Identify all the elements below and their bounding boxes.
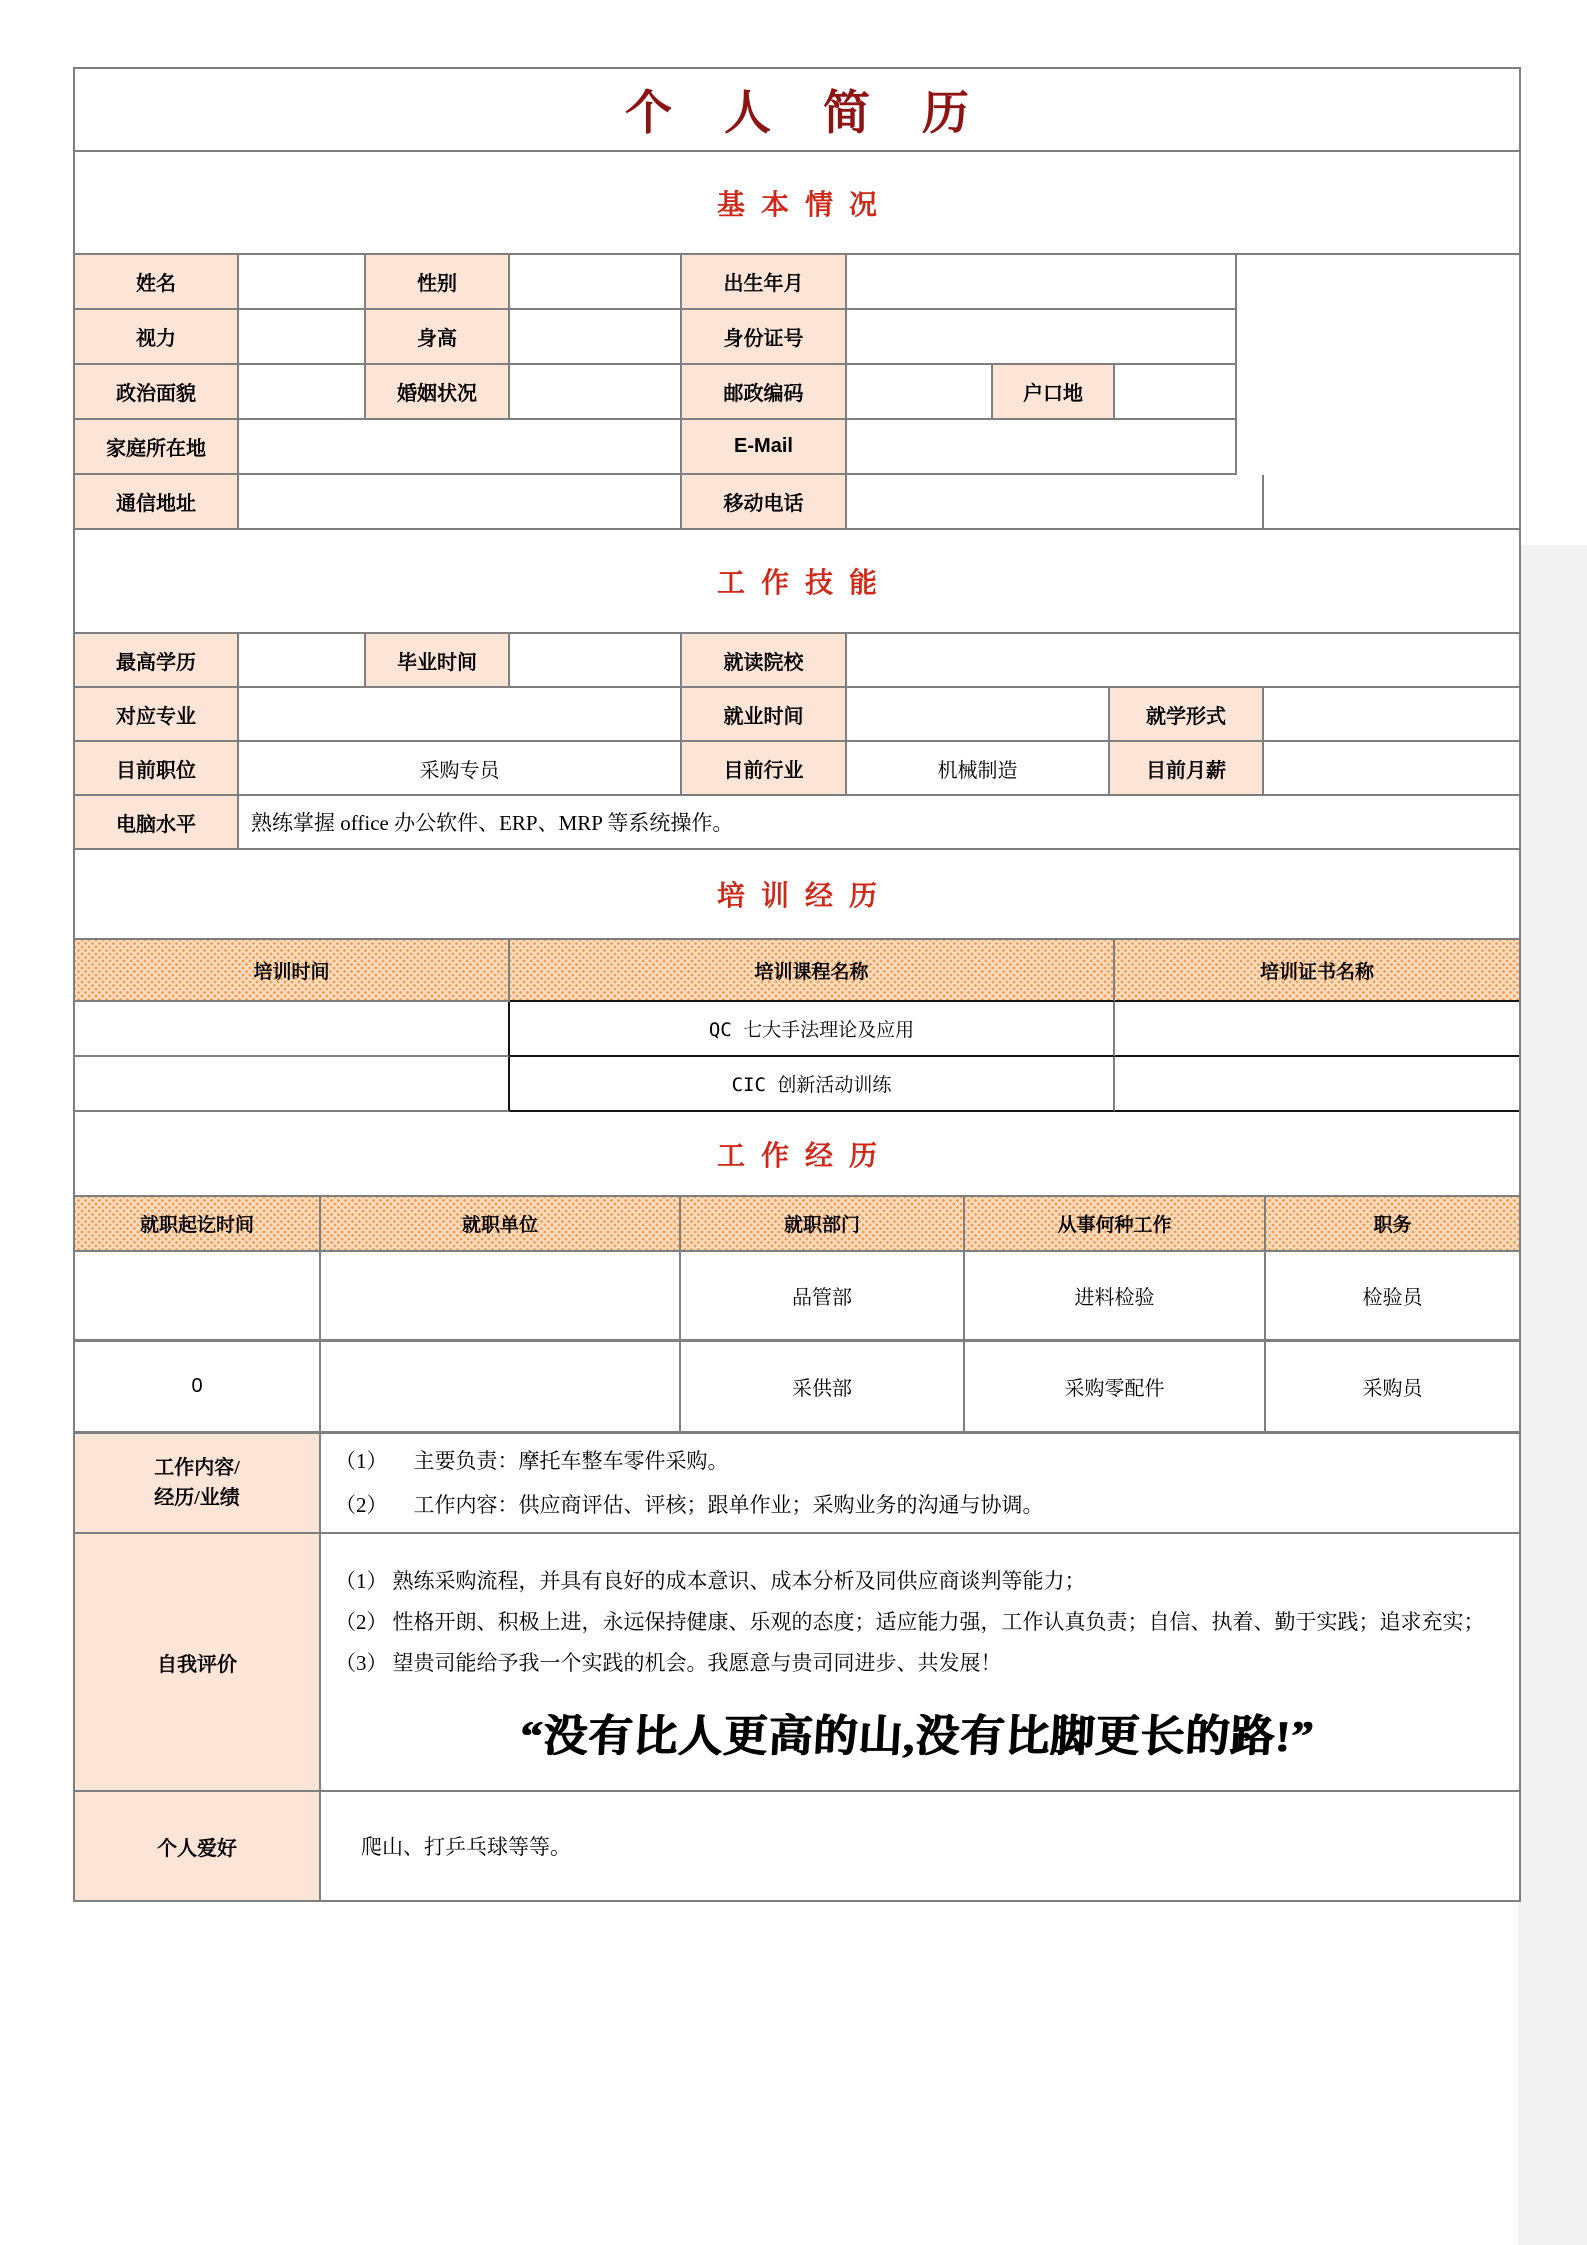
- graduation-value: [510, 634, 682, 688]
- birth-value: [847, 255, 1237, 310]
- birth-label: 出生年月: [682, 255, 847, 310]
- school-label: 就读院校: [682, 634, 847, 688]
- hobby-label: 个人爱好: [75, 1792, 321, 1900]
- work-period-value: 0: [75, 1342, 321, 1434]
- postal-value: [847, 365, 993, 420]
- id-value: [847, 310, 1237, 365]
- training-header-course: 培训课程名称: [510, 940, 1115, 1002]
- position-label: 目前职位: [75, 742, 239, 796]
- salary-label: 目前月薪: [1110, 742, 1264, 796]
- photo-area-spacer: [1237, 310, 1519, 365]
- work-job-value: 采购零配件: [965, 1342, 1266, 1434]
- skills-row-2: [75, 688, 1519, 742]
- skills-row-4: [75, 796, 1519, 850]
- computer-label: 电脑水平: [75, 796, 239, 850]
- registry-value: [1115, 365, 1237, 420]
- marital-label: 婚姻状况: [366, 365, 510, 420]
- skills-section-row: [75, 530, 1519, 634]
- major-label: 对应专业: [75, 688, 239, 742]
- photo-area-spacer: [1237, 420, 1519, 475]
- item-marker: （2）: [335, 1609, 388, 1634]
- training-time-value: [75, 1057, 510, 1112]
- training-row-2: [75, 1057, 1519, 1112]
- item-marker: （1）: [335, 1568, 388, 1593]
- work-company-value: [321, 1252, 681, 1342]
- graduation-label: 毕业时间: [366, 634, 510, 688]
- skills-row-1: [75, 634, 1519, 688]
- work-content-item: [335, 1483, 1044, 1527]
- self-eval-label: 自我评价: [75, 1534, 321, 1792]
- item-text: 熟练采购流程，并具有良好的成本意识、成本分析及同供应商谈判等能力；: [392, 1568, 1086, 1593]
- self-eval-content: [321, 1534, 1519, 1792]
- political-label: 政治面貌: [75, 365, 239, 420]
- item-marker: （1）: [335, 1449, 388, 1473]
- work-content-value: [321, 1434, 1519, 1534]
- resume-sheet: [73, 67, 1521, 1902]
- training-certificate-value: [1115, 1002, 1519, 1057]
- section-title-training: 培训经历: [75, 850, 1519, 940]
- study-form-value: [1264, 688, 1519, 742]
- work-content-label: [75, 1434, 321, 1534]
- work-company-value: [321, 1342, 681, 1434]
- training-section-row: [75, 850, 1519, 940]
- basic-row-1: [75, 255, 1519, 310]
- page-title: 个人简历: [75, 69, 1519, 152]
- family-value: [239, 420, 682, 475]
- id-label: 身份证号: [682, 310, 847, 365]
- work-position-value: 采购员: [1266, 1342, 1519, 1434]
- postal-label: 邮政编码: [682, 365, 847, 420]
- self-eval-item: [335, 1643, 1002, 1684]
- vision-value: [239, 310, 366, 365]
- email-value: [847, 420, 1237, 475]
- self-eval-row: [75, 1534, 1519, 1792]
- work-period-value: [75, 1252, 321, 1342]
- work-header-department: 就职部门: [681, 1197, 965, 1252]
- section-title-skills: 工作技能: [75, 530, 1519, 634]
- registry-label: 户口地: [993, 365, 1115, 420]
- self-eval-item: [335, 1602, 1485, 1643]
- height-label: 身高: [366, 310, 510, 365]
- work-section-row: [75, 1112, 1519, 1197]
- email-label: E-Mail: [682, 420, 847, 475]
- training-certificate-value: [1115, 1057, 1519, 1112]
- work-job-value: 进料检验: [965, 1252, 1266, 1342]
- study-form-label: 就学形式: [1110, 688, 1264, 742]
- item-text: 望贵司能给予我一个实践的机会。我愿意与贵司同进步、共发展！: [392, 1650, 1002, 1675]
- motto-quote: “没有比人更高的山,没有比脚更长的路!”: [518, 1711, 1315, 1761]
- work-content-label-line1: 工作内容/: [154, 1457, 240, 1479]
- hobby-row: [75, 1792, 1519, 1900]
- work-header-job: 从事何种工作: [965, 1197, 1266, 1252]
- basic-row-2: [75, 310, 1519, 365]
- work-header-row: [75, 1197, 1519, 1252]
- computer-value: 熟练掌握 office 办公软件、ERP、MRP 等系统操作。: [239, 796, 1519, 850]
- work-content-label-line2: 经历/业绩: [154, 1487, 240, 1509]
- basic-row-4: [75, 420, 1519, 475]
- training-header-certificate: 培训证书名称: [1115, 940, 1519, 1002]
- item-marker: （2）: [335, 1493, 388, 1517]
- photo-area-spacer: [1237, 365, 1519, 420]
- work-row-2: [75, 1342, 1519, 1434]
- name-label: 姓名: [75, 255, 239, 310]
- mobile-value: [847, 475, 1264, 530]
- self-eval-item: [335, 1561, 1086, 1602]
- work-content-item: [335, 1439, 729, 1483]
- position-value: 采购专员: [239, 742, 682, 796]
- training-header-time: 培训时间: [75, 940, 510, 1002]
- title-row: [75, 69, 1519, 152]
- education-label: 最高学历: [75, 634, 239, 688]
- work-row-1: [75, 1252, 1519, 1342]
- gender-label: 性别: [366, 255, 510, 310]
- section-title-basic: 基本情况: [75, 152, 1519, 255]
- name-value: [239, 255, 366, 310]
- training-header-row: [75, 940, 1519, 1002]
- training-course-value: QC 七大手法理论及应用: [510, 1002, 1115, 1057]
- salary-value: [1264, 742, 1519, 796]
- gender-value: [510, 255, 682, 310]
- family-label: 家庭所在地: [75, 420, 239, 475]
- work-department-value: 采供部: [681, 1342, 965, 1434]
- skills-row-3: [75, 742, 1519, 796]
- work-header-period: 就职起讫时间: [75, 1197, 321, 1252]
- item-text: 工作内容：供应商评估、评核；跟单作业；采购业务的沟通与协调。: [413, 1493, 1044, 1517]
- address-value: [239, 475, 682, 530]
- marital-value: [510, 365, 682, 420]
- employment-value: [847, 688, 1110, 742]
- work-content-row: [75, 1434, 1519, 1534]
- section-title-work: 工作经历: [75, 1112, 1519, 1197]
- political-value: [239, 365, 366, 420]
- item-text: 主要负责：摩托车整车零件采购。: [413, 1449, 729, 1473]
- item-marker: （3）: [335, 1650, 388, 1675]
- training-course-value: CIC 创新活动训练: [510, 1057, 1115, 1112]
- work-header-position: 职务: [1266, 1197, 1519, 1252]
- basic-row-3: [75, 365, 1519, 420]
- address-label: 通信地址: [75, 475, 239, 530]
- major-value: [239, 688, 682, 742]
- page-margin-shade: [1518, 545, 1587, 2245]
- item-text: 性格开朗、积极上进，永远保持健康、乐观的态度；适应能力强，工作认真负责；自信、执着、勤于实践；追求充实；: [392, 1609, 1485, 1634]
- mobile-label: 移动电话: [682, 475, 847, 530]
- work-position-value: 检验员: [1266, 1252, 1519, 1342]
- education-value: [239, 634, 366, 688]
- industry-value: 机械制造: [847, 742, 1110, 796]
- training-row-1: [75, 1002, 1519, 1057]
- photo-area-spacer: [1237, 255, 1519, 310]
- training-time-value: [75, 1002, 510, 1057]
- work-header-company: 就职单位: [321, 1197, 681, 1252]
- mobile-extra-cell: [1264, 475, 1519, 530]
- employment-label: 就业时间: [682, 688, 847, 742]
- vision-label: 视力: [75, 310, 239, 365]
- basic-row-5: [75, 475, 1519, 530]
- school-value: [847, 634, 1519, 688]
- work-department-value: 品管部: [681, 1252, 965, 1342]
- basic-section-row: [75, 152, 1519, 255]
- height-value: [510, 310, 682, 365]
- hobby-value: 爬山、打乒乓球等等。: [361, 1835, 571, 1859]
- industry-label: 目前行业: [682, 742, 847, 796]
